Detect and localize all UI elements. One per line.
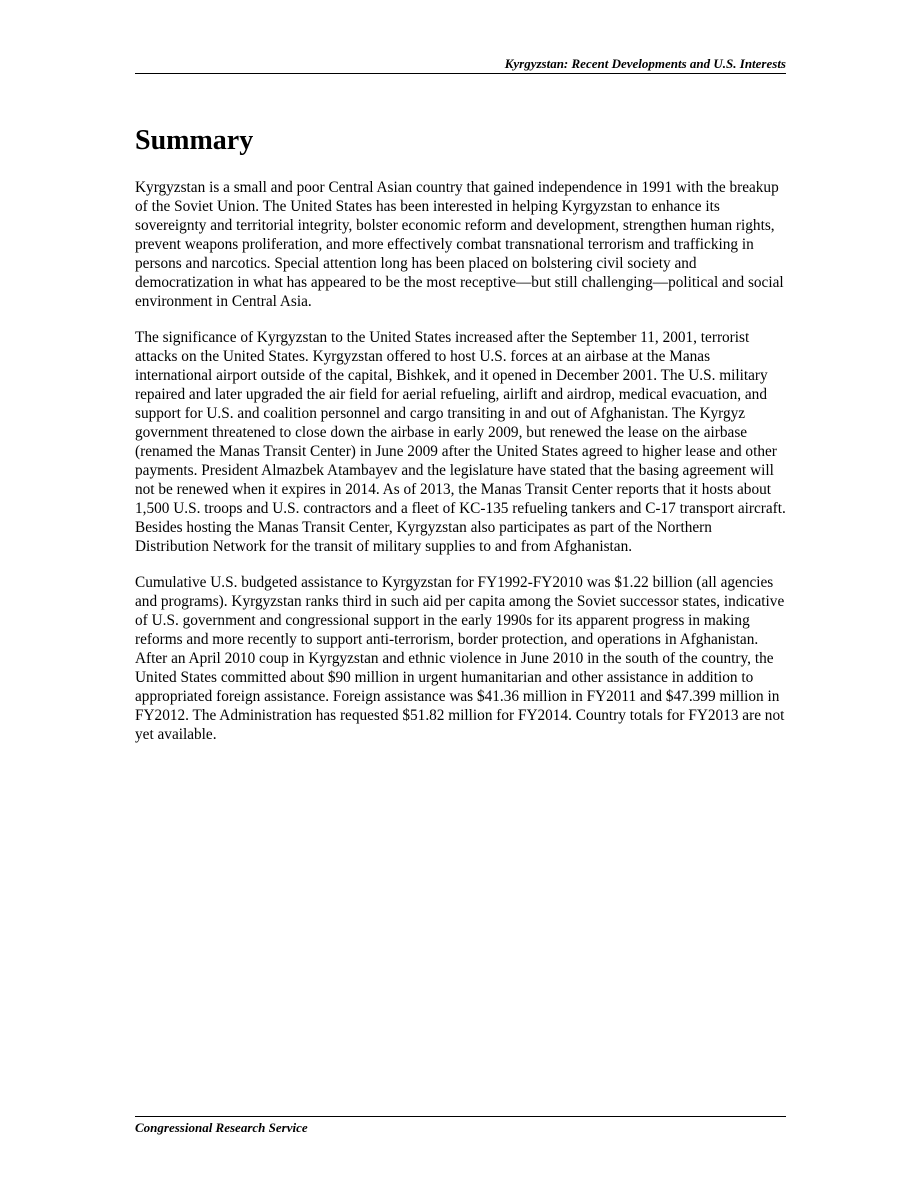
header-divider: [135, 73, 786, 74]
page-title: Summary: [135, 125, 254, 156]
summary-body: [135, 178, 786, 761]
running-header: Kyrgyzstan: Recent Developments and U.S. Interests: [504, 56, 786, 71]
footer-divider: [135, 1116, 786, 1117]
paragraph-manas-airbase: The significance of Kyrgyzstan to the United States increased after the September 11, 2001, terrorist attacks on the United States. Kyrgyzstan offered to host U.S. forces at an airbase at the Manas international airport outside of the capital, Bishkek, and it opened in December 2001. The U.S. military repaired and later upgraded the air field for aerial refueling, airlift and airdrop, medical evacuation, and support for U.S. and coalition personnel and cargo transiting in and out of Afghanistan. The Kyrgyz government threatened to close down the airbase in early 2009, but renewed the lease on the airbase (renamed the Manas Transit Center) in June 2009 after the United States agreed to higher lease and other payments. President Almazbek Atambayev and the legislature have stated that the basing agreement will not be renewed when it expires in 2014. As of 2013, the Manas Transit Center reports that it hosts about 1,500 U.S. troops and U.S. contractors and a fleet of KC-135 refueling tankers and C-17 transport aircraft. Besides hosting the Manas Transit Center, Kyrgyzstan also participates as part of the Northern Distribution Network for the transit of military supplies to and from Afghanistan.: [135, 329, 786, 555]
paragraph-overview: Kyrgyzstan is a small and poor Central Asian country that gained independence in 1991 with the breakup of the Soviet Union. The United States has been interested in helping Kyrgyzstan to enhance its sovereignty and territorial integrity, bolster economic reform and development, strengthen human rights, prevent weapons proliferation, and more effectively combat transnational terrorism and trafficking in persons and narcotics. Special attention long has been placed on bolstering civil society and democratization in what has appeared to be the most receptive—but still challenging—political and social environment in Central Asia.: [135, 179, 784, 310]
paragraph-us-assistance: Cumulative U.S. budgeted assistance to Kyrgyzstan for FY1992-FY2010 was $1.22 billion (all agencies and programs). Kyrgyzstan ranks third in such aid per capita among the Soviet successor states, indicative of U.S. government and congressional support in the early 1990s for its apparent progress in making reforms and more recently to support anti-terrorism, border protection, and operations in Afghanistan. After an April 2010 coup in Kyrgyzstan and ethnic violence in June 2010 in the south of the country, the United States committed about $90 million in urgent humanitarian and other assistance in addition to appropriated foreign assistance. Foreign assistance was $41.36 million in FY2011 and $47.399 million in FY2012. The Administration has requested $51.82 million for FY2014. Country totals for FY2013 are not yet available.: [135, 574, 785, 743]
running-footer: Congressional Research Service: [135, 1120, 308, 1135]
